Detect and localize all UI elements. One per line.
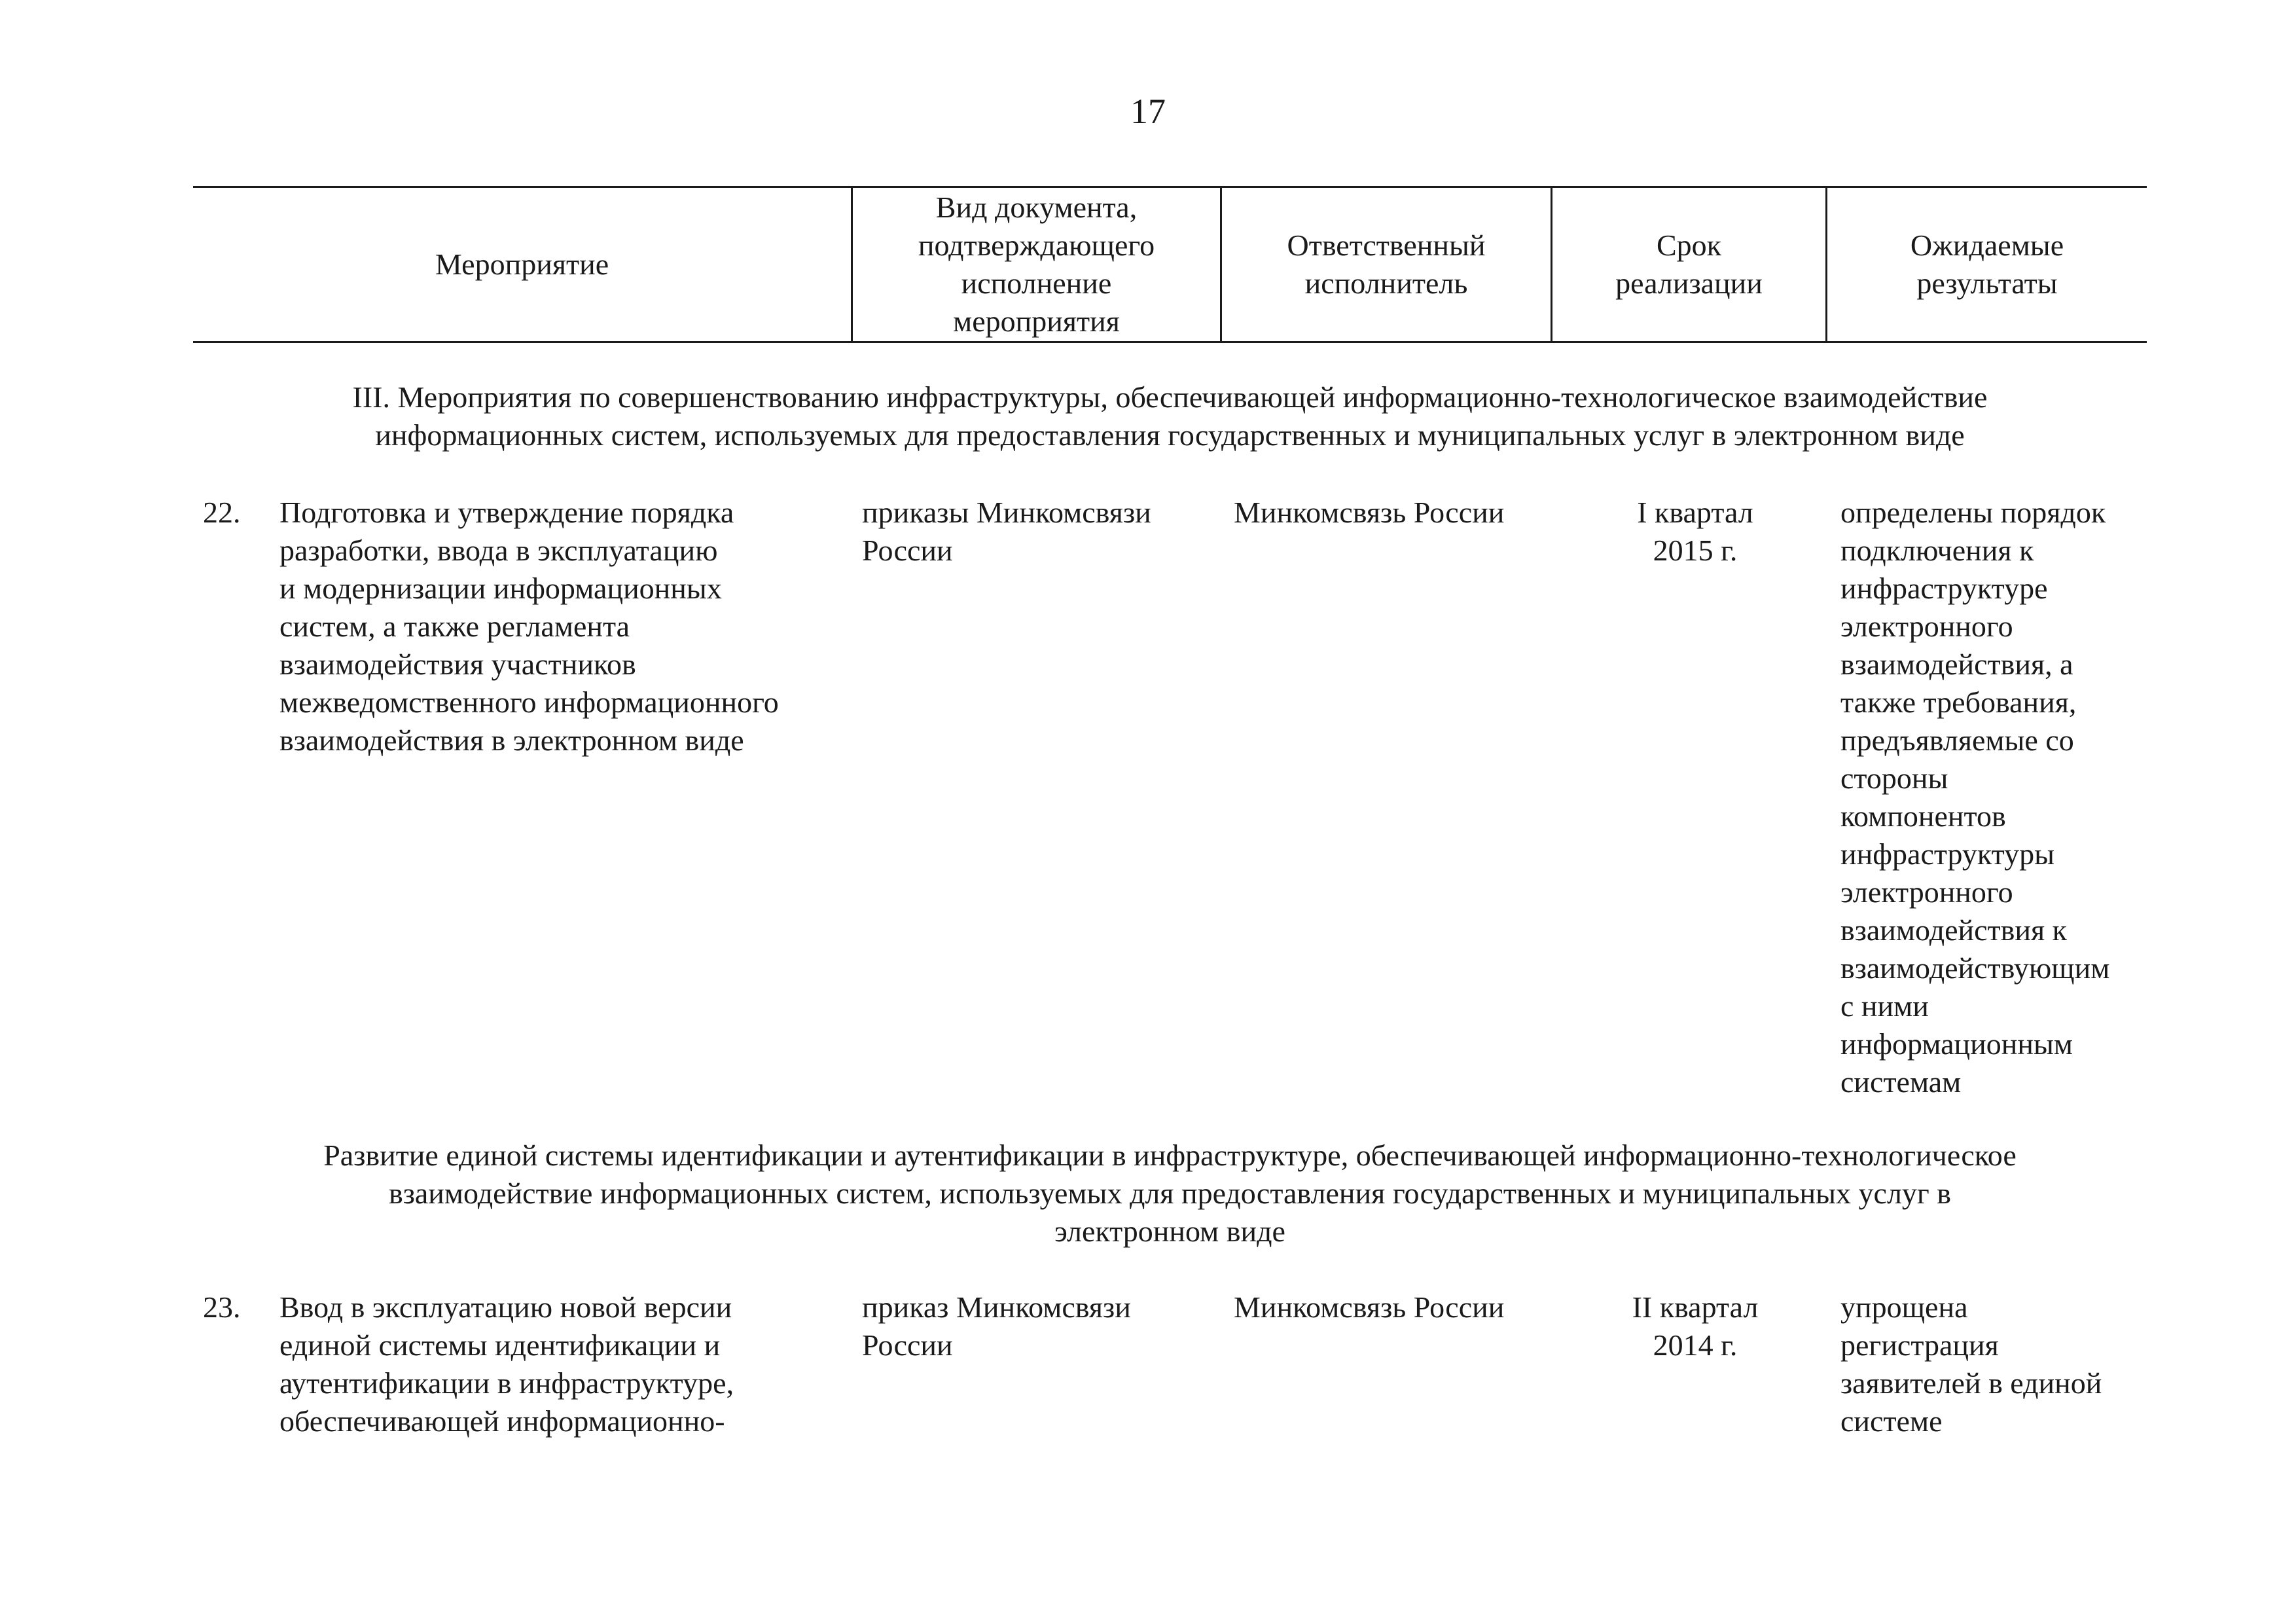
result-line: системам [1840, 1065, 1962, 1099]
event-line: межведомственного информационного [279, 685, 779, 719]
header-document-line: Вид документа, [935, 191, 1138, 224]
result-line: взаимодействия к [1840, 913, 2068, 947]
result-line: компонентов [1840, 799, 2006, 833]
event-line: Ввод в эксплуатацию новой версии [279, 1290, 732, 1324]
result-line: взаимодействующим [1840, 951, 2110, 985]
section-3-title [193, 378, 2147, 454]
section-title-line: Развитие единой системы идентификации и аутентификации в инфраструктуре, обеспечивающей информационно-технологическое [323, 1139, 2017, 1172]
header-event-label: Мероприятие [435, 247, 609, 281]
section-title-line: информационных систем, используемых для предоставления государственных и муниципальных услуг в электронном виде [375, 418, 1965, 452]
event-line: единой системы идентификации и [279, 1328, 721, 1362]
row-responsible: Минкомсвязь России [1234, 1290, 1505, 1324]
header-event [193, 188, 851, 341]
section-eia-title [193, 1137, 2147, 1250]
result-line: предъявляемые со [1840, 723, 2074, 757]
row-document [862, 1288, 1229, 1364]
row-event [279, 494, 855, 759]
event-line: обеспечивающей информационно- [279, 1404, 725, 1438]
result-line: информационным [1840, 1027, 2073, 1061]
result-line: электронного [1840, 875, 2013, 909]
row-event [279, 1288, 855, 1440]
event-line: взаимодействия в электронном виде [279, 723, 744, 757]
result-line: взаимодействия, а [1840, 647, 2073, 681]
result-line: электронного [1840, 610, 2013, 643]
row-number: 22. [203, 496, 241, 529]
header-document-line: подтверждающего [918, 228, 1155, 262]
event-line: взаимодействия участников [279, 647, 636, 681]
event-line: и модернизации информационных [279, 572, 722, 605]
section-title-line: III. Мероприятия по совершенствованию инфраструктуры, обеспечивающей информационно-технологическое взаимодействие [352, 380, 1988, 414]
row-document [862, 494, 1229, 570]
page-number: 17 [1130, 92, 1166, 131]
term-line: II квартал [1632, 1290, 1759, 1324]
header-results-line: результаты [1916, 266, 2058, 300]
header-term-line: реализации [1615, 266, 1763, 300]
header-document [851, 188, 1220, 341]
row-result [1840, 1288, 2153, 1440]
table-header [193, 186, 2147, 343]
header-responsible [1220, 188, 1551, 341]
term-line: 2015 г. [1653, 534, 1738, 567]
event-line: Подготовка и утверждение порядка [279, 496, 734, 529]
document-line: приказ Минкомсвязи [862, 1290, 1131, 1324]
header-responsible-line: исполнитель [1304, 266, 1468, 300]
event-line: систем, а также регламента [279, 610, 630, 643]
result-line: подключения к [1840, 534, 2034, 567]
document-line: приказы Минкомсвязи [862, 496, 1151, 529]
event-line: разработки, ввода в эксплуатацию [279, 534, 718, 567]
result-line: системе [1840, 1404, 1943, 1438]
result-line: инфраструктуры [1840, 837, 2055, 871]
header-results-line: Ожидаемые [1910, 228, 2064, 262]
result-line: заявителей в единой [1840, 1366, 2102, 1400]
result-line: с ними [1840, 989, 1929, 1023]
document-line: России [862, 534, 953, 567]
section-title-line: электронном виде [1054, 1214, 1285, 1248]
section-title-line: взаимодействие информационных систем, используемых для предоставления государственных и муниципальных услуг в [389, 1176, 1951, 1210]
row-number: 23. [203, 1290, 241, 1324]
row-result [1840, 494, 2153, 1101]
header-results [1825, 188, 2147, 341]
row-term [1564, 1288, 1826, 1364]
document-line: России [862, 1328, 953, 1362]
result-line: упрощена [1840, 1290, 1968, 1324]
result-line: стороны [1840, 761, 1948, 795]
result-line: регистрация [1840, 1328, 1999, 1362]
header-responsible-line: Ответственный [1287, 228, 1486, 262]
event-line: аутентификации в инфраструктуре, [279, 1366, 734, 1400]
header-term [1551, 188, 1825, 341]
header-term-line: Срок [1656, 228, 1722, 262]
row-responsible: Минкомсвязь России [1234, 496, 1505, 529]
result-line: определены порядок [1840, 496, 2106, 529]
row-term [1564, 494, 1826, 570]
term-line: 2014 г. [1653, 1328, 1738, 1362]
term-line: I квартал [1637, 496, 1753, 529]
result-line: также требования, [1840, 685, 2077, 719]
header-document-line: мероприятия [953, 304, 1120, 338]
result-line: инфраструктуре [1840, 572, 2048, 605]
header-document-line: исполнение [961, 266, 1112, 300]
